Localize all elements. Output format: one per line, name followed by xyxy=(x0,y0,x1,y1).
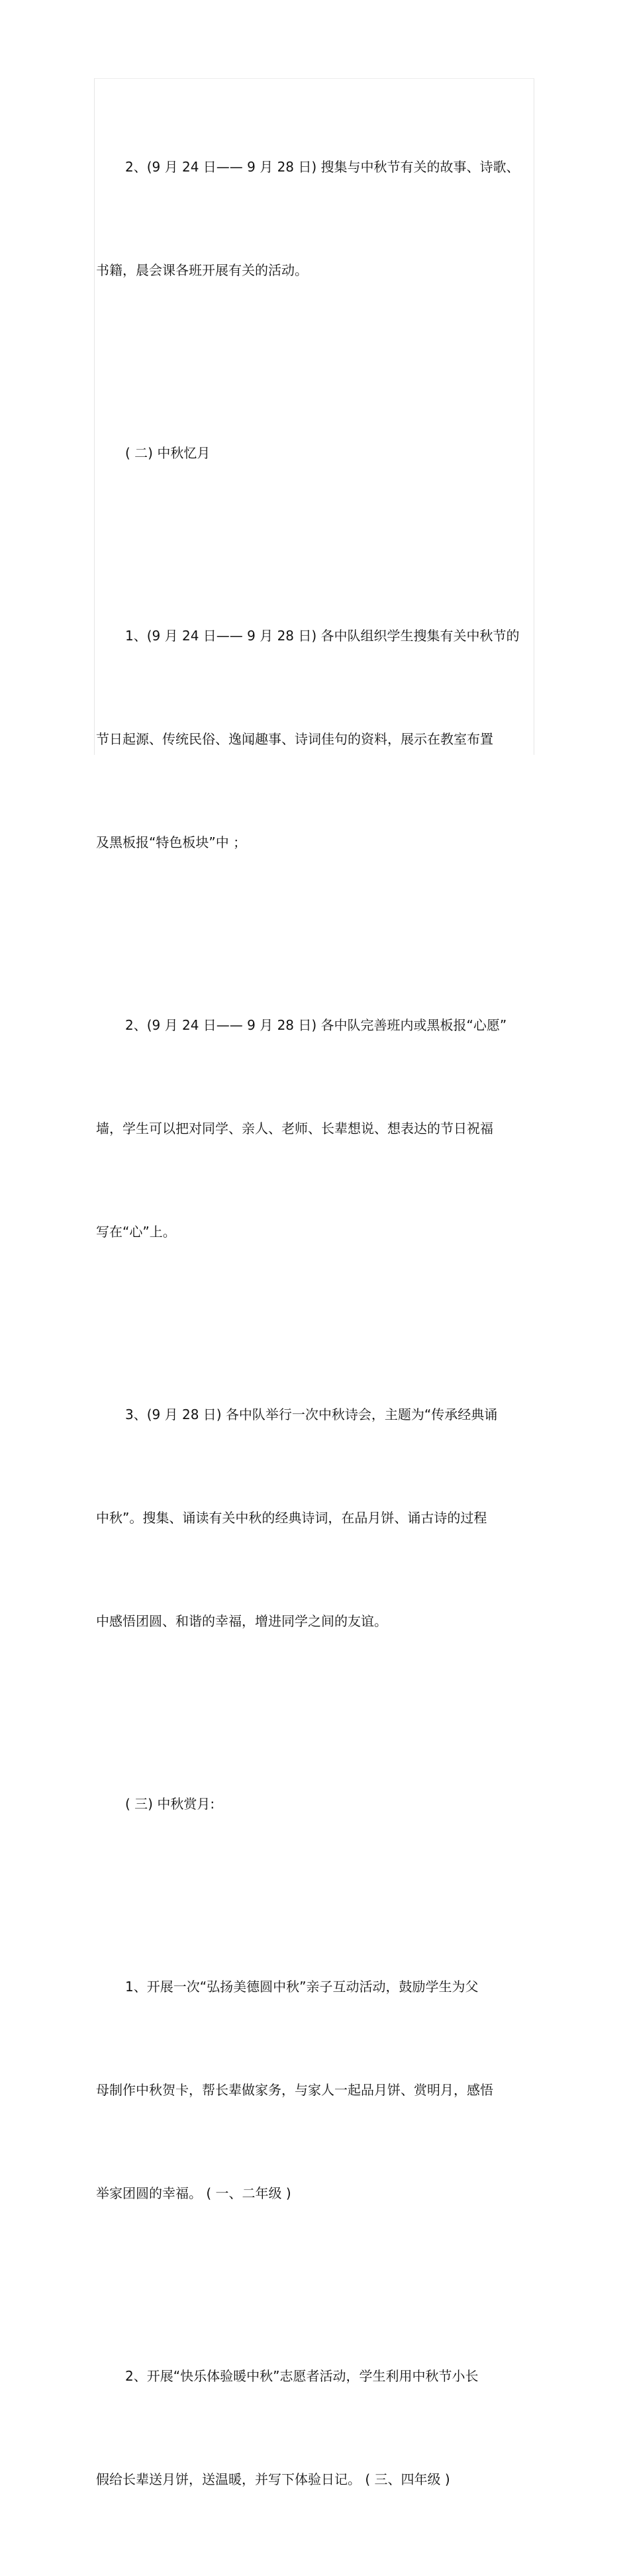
section-heading-2 xyxy=(96,367,528,539)
text-line: 3、(9 月 28 日) 各中队举行一次中秋诗会，主题为“传承经典诵 xyxy=(125,1407,498,1422)
text-line: 中秋”。搜集、诵读有关中秋的经典诗词，在品月饼、诵古诗的过程 xyxy=(96,1510,487,1526)
text-line: 假给长辈送月饼，送温暖，并写下体验日记。 ( 三、四年级 ) xyxy=(96,2471,450,2487)
text-line: ( 三) 中秋赏月: xyxy=(125,1796,215,1812)
paragraph-item-2-volunteer xyxy=(96,2290,528,2565)
paragraph-item-2-wish-wall xyxy=(96,939,528,1318)
paragraph-item-1-family xyxy=(96,1901,528,2279)
text-line: ( 二) 中秋忆月 xyxy=(125,445,211,461)
text-line: 1、开展一次“弘扬美德圆中秋”亲子互动活动，鼓励学生为父 xyxy=(125,1979,479,1995)
text-line: 及黑板报“特色板块”中 ； xyxy=(96,834,247,850)
text-line: 举家团圆的幸福。 ( 一、二年级 ) xyxy=(96,2185,291,2201)
paragraph-item-1-research xyxy=(96,550,528,928)
section-heading-3 xyxy=(96,1718,528,1890)
text-line: 写在“心”上。 xyxy=(96,1224,176,1240)
paragraph-item-2-collect xyxy=(96,81,528,356)
text-line: 2、开展“快乐体验暖中秋”志愿者活动，学生利用中秋节小长 xyxy=(125,2368,479,2384)
text-line: 墙，学生可以把对同学、亲人、老师、长辈想说、想表达的节日祝福 xyxy=(96,1120,493,1136)
text-line: 中感悟团圆、和谐的幸福，增进同学之间的友谊。 xyxy=(96,1613,387,1629)
document-body xyxy=(96,81,528,2576)
text-line: 2、(9 月 24 日—— 9 月 28 日) 各中队完善班内或黑板报“心愿” xyxy=(125,1017,507,1033)
text-line: 母制作中秋贺卡，帮长辈做家务，与家人一起品月饼、赏明月，感悟 xyxy=(96,2082,493,2098)
text-line: 2、(9 月 24 日—— 9 月 28 日) 搜集与中秋节有关的故事、诗歌、 xyxy=(125,159,520,175)
text-line: 节日起源、传统民俗、逸闻趣事、诗词佳句的资料，展示在教室布置 xyxy=(96,731,493,747)
paragraph-item-3-poetry xyxy=(96,1328,528,1707)
text-line: 1、(9 月 24 日—— 9 月 28 日) 各中队组织学生搜集有关中秋节的 xyxy=(125,628,520,644)
text-line: 书籍，晨会课各班开展有关的活动。 xyxy=(96,262,308,278)
